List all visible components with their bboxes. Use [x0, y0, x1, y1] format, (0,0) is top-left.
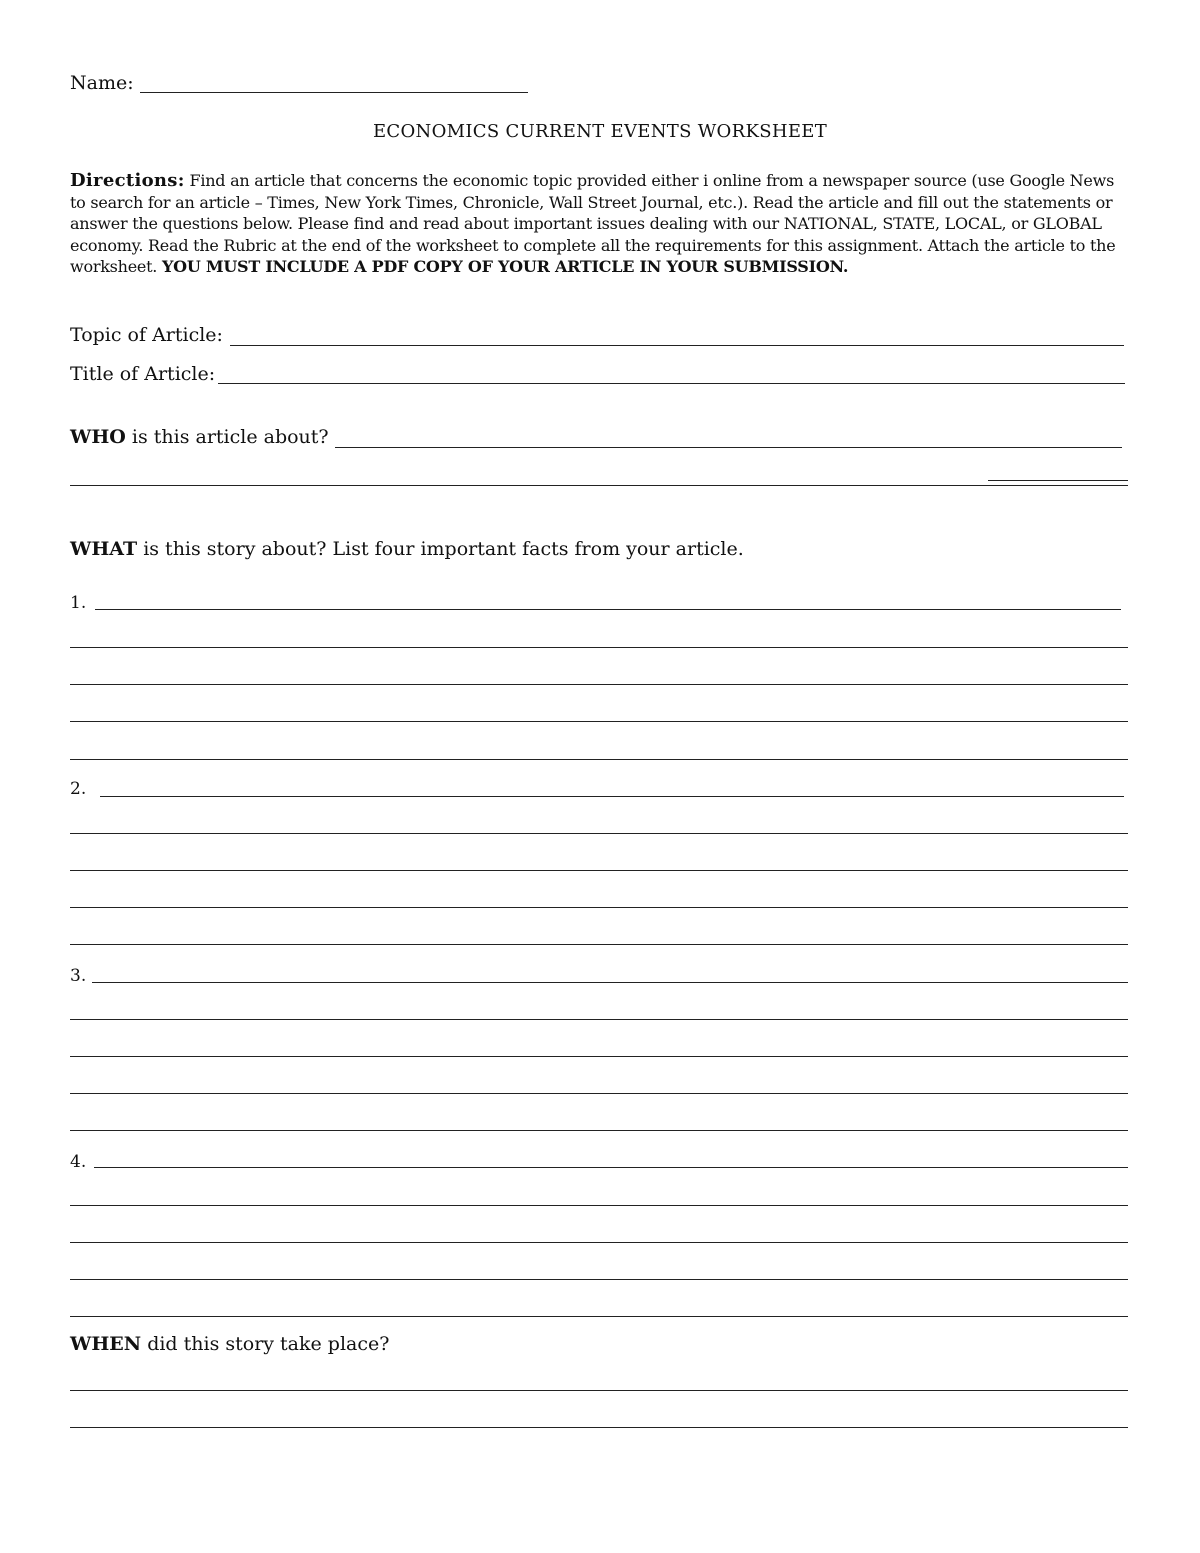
fact-4-answer-line[interactable] — [94, 1167, 1128, 1168]
topic-field-line[interactable] — [230, 345, 1124, 346]
directions-paragraph — [70, 170, 1130, 278]
fact-1-answer-line[interactable] — [70, 684, 1128, 685]
fact-3-answer-line[interactable] — [92, 982, 1128, 983]
what-question-text: is this story about? List four important facts from your article. — [143, 538, 744, 560]
fact-4-answer-line[interactable] — [70, 1242, 1128, 1243]
topic-label: Topic of Article: — [70, 324, 223, 346]
fact-3-answer-line[interactable] — [70, 1130, 1128, 1131]
what-question — [70, 538, 744, 560]
fact-3-answer-line[interactable] — [70, 1019, 1128, 1020]
when-answer-line[interactable] — [70, 1390, 1128, 1391]
fact-4-answer-line[interactable] — [70, 1205, 1128, 1206]
fact-2-answer-line[interactable] — [70, 907, 1128, 908]
name-label: Name: — [70, 72, 134, 94]
who-answer-line-2[interactable] — [70, 485, 1128, 486]
fact-3-answer-line[interactable] — [70, 1093, 1128, 1094]
when-keyword: WHEN — [70, 1333, 142, 1355]
directions-label: Directions: — [70, 170, 185, 191]
when-question-text: did this story take place? — [147, 1333, 390, 1355]
who-answer-line-1[interactable] — [335, 447, 1122, 448]
fact-1-answer-line[interactable] — [70, 721, 1128, 722]
when-answer-line[interactable] — [70, 1427, 1128, 1428]
who-question — [70, 426, 329, 448]
directions-text: Find an article that concerns the economic topic provided either i online from a newspaper source (use Google News to search for an article – Times, New York Times, Chronicle, Wall Street Journal, etc.). Read the article and fill out the statements or answer the questions below. Please find and read about important issues dealing with our NATIONAL, STATE, LOCAL, or GLOBAL economy. Read the Rubric at the end of the worksheet to complete all the requirements for this assignment. Attach the article to the worksheet. — [70, 171, 1116, 276]
fact-1-answer-line[interactable] — [70, 647, 1128, 648]
article-title-field-line[interactable] — [218, 383, 1125, 384]
directions-warning: YOU MUST INCLUDE A PDF COPY OF YOUR ARTICLE IN YOUR SUBMISSION. — [161, 257, 849, 276]
fact-2-answer-line[interactable] — [70, 944, 1128, 945]
what-keyword: WHAT — [70, 538, 138, 560]
name-field-line[interactable] — [140, 92, 528, 93]
fact-3-answer-line[interactable] — [70, 1056, 1128, 1057]
who-question-text: is this article about? — [131, 426, 329, 448]
fact-1-answer-line[interactable] — [70, 759, 1128, 760]
fact-number: 1. — [70, 593, 87, 613]
fact-2-answer-line[interactable] — [70, 870, 1128, 871]
fact-1-answer-line[interactable] — [95, 609, 1121, 610]
fact-2-answer-line[interactable] — [100, 796, 1124, 797]
who-answer-short-line[interactable] — [988, 480, 1128, 481]
article-title-label: Title of Article: — [70, 363, 216, 385]
fact-2-answer-line[interactable] — [70, 833, 1128, 834]
fact-number: 3. — [70, 966, 87, 986]
fact-number: 2. — [70, 779, 87, 799]
who-keyword: WHO — [70, 426, 126, 448]
fact-number: 4. — [70, 1152, 87, 1172]
when-question — [70, 1333, 389, 1355]
fact-4-answer-line[interactable] — [70, 1279, 1128, 1280]
fact-4-answer-line[interactable] — [70, 1316, 1128, 1317]
worksheet-title: ECONOMICS CURRENT EVENTS WORKSHEET — [372, 121, 828, 142]
